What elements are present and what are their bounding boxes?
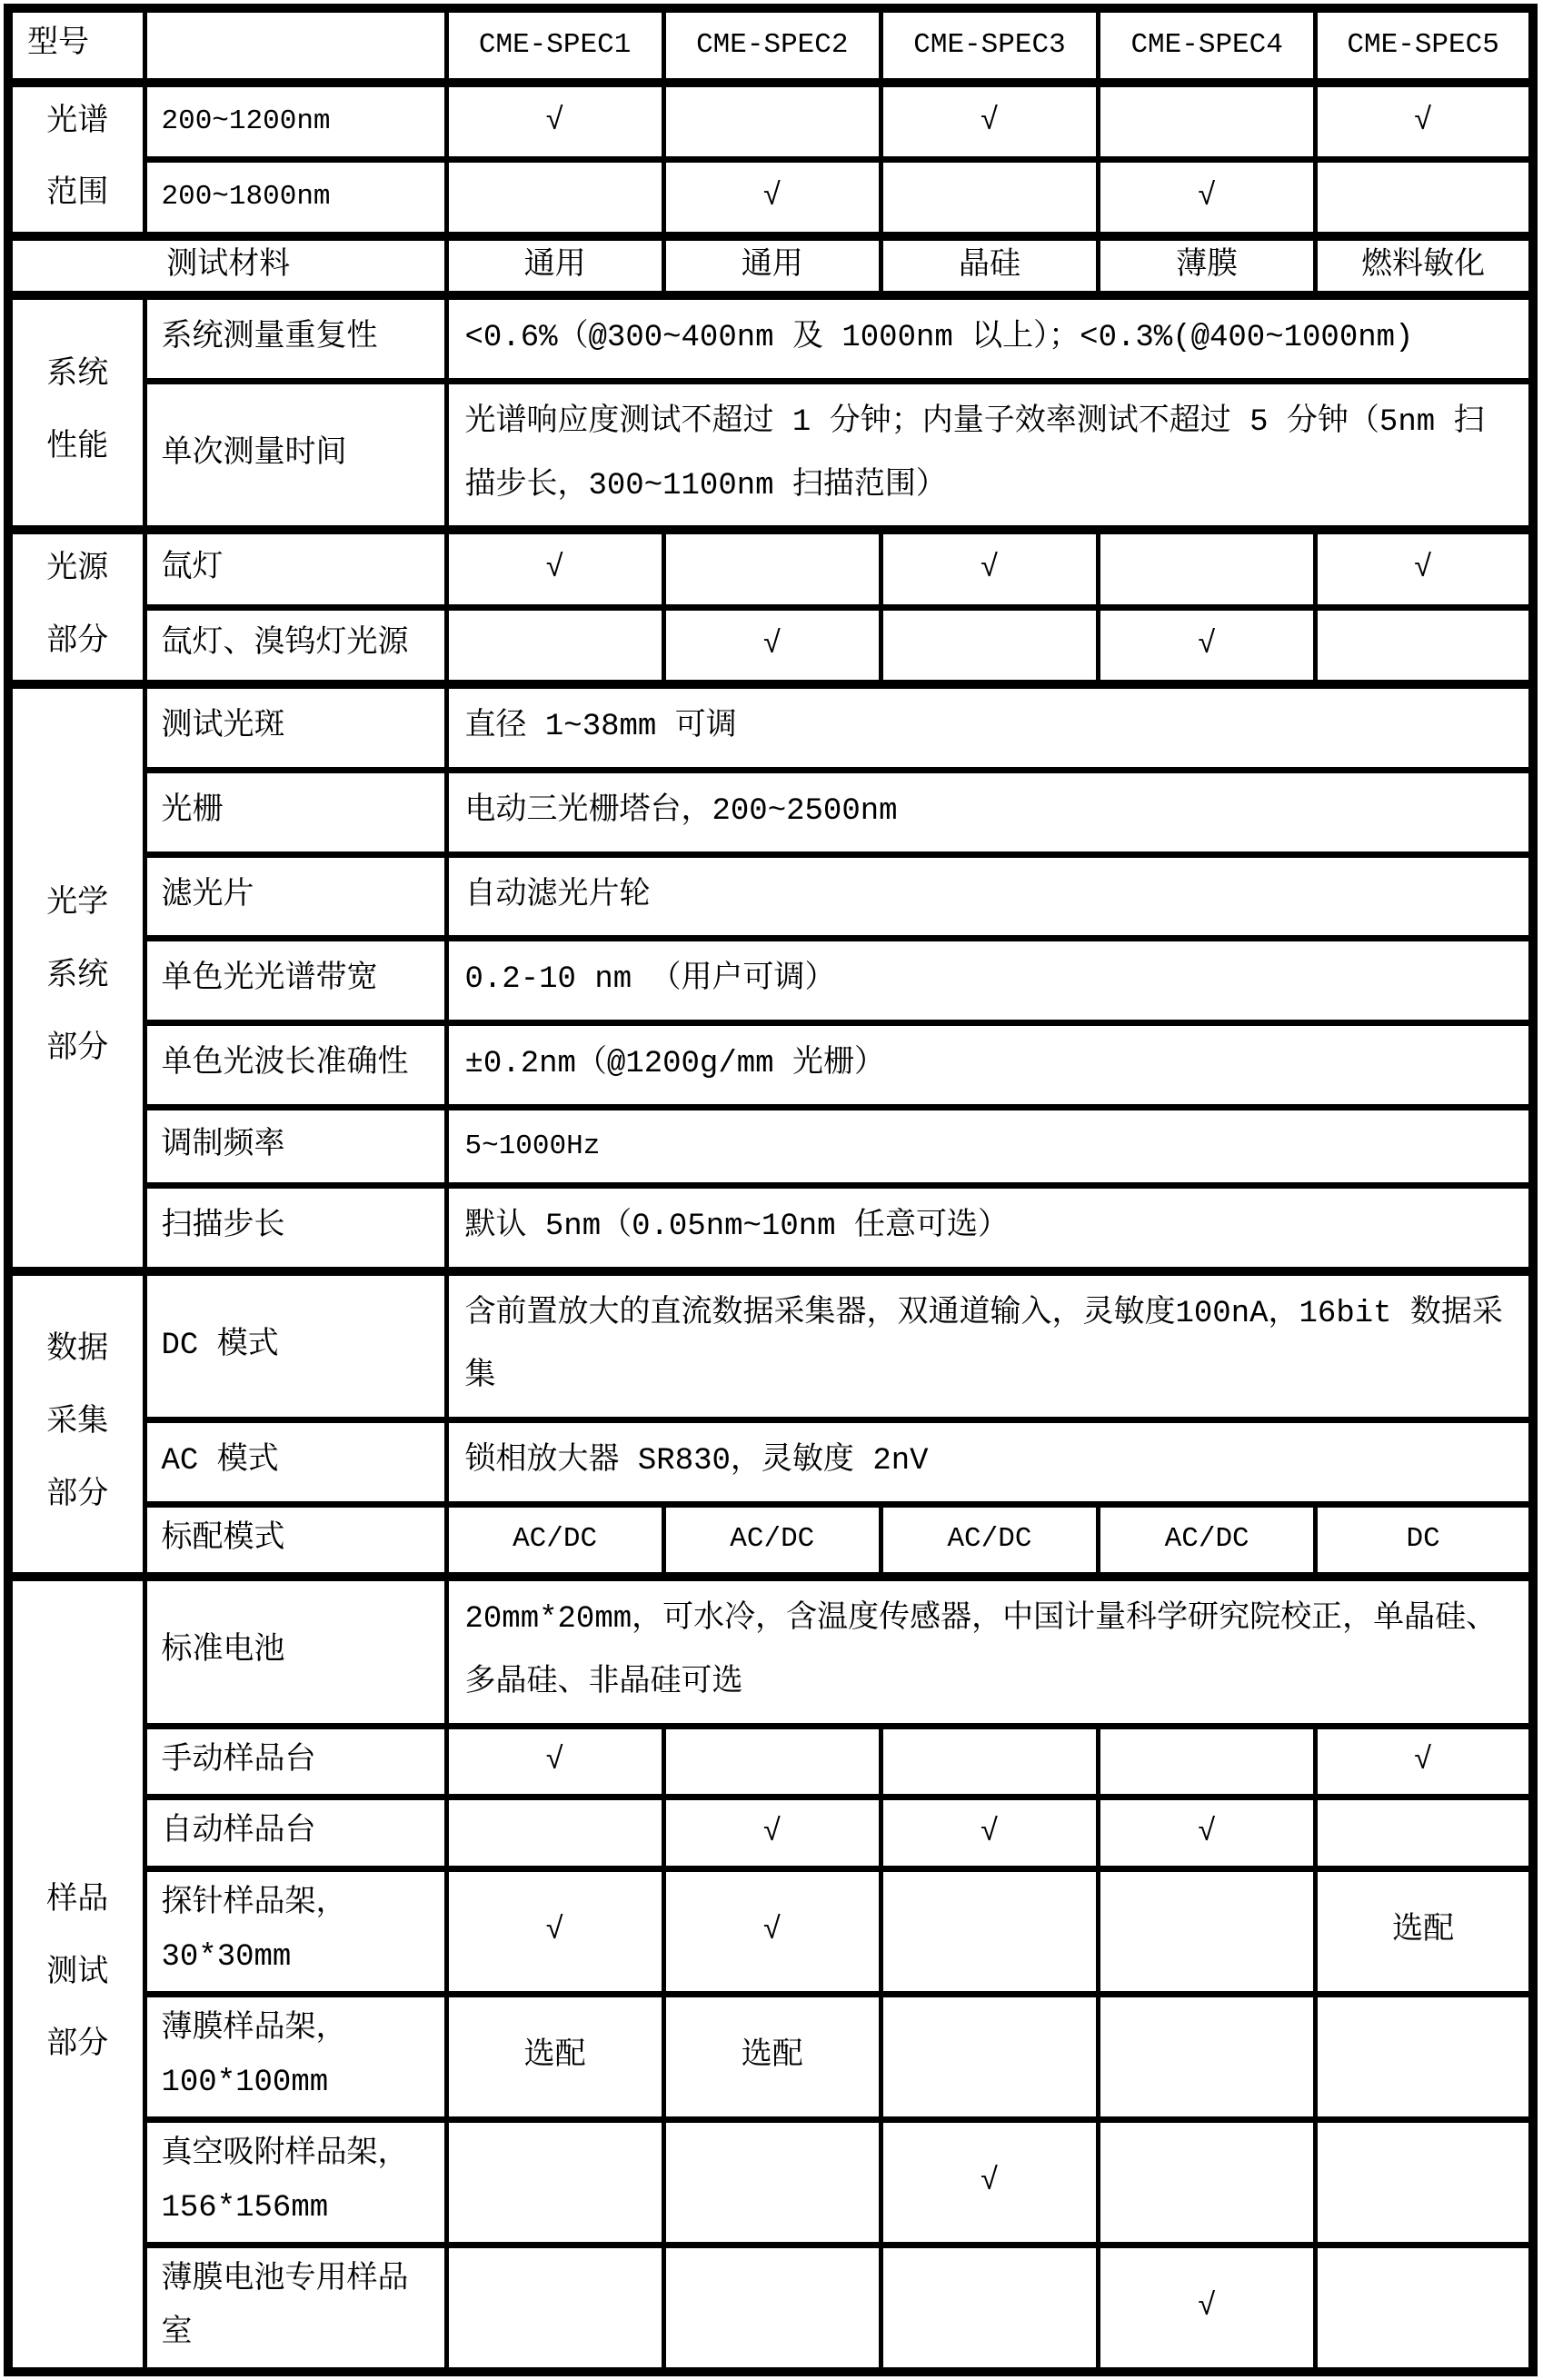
check-cell: √ (1316, 83, 1533, 160)
row-label: 自动样品台 (144, 1797, 446, 1869)
model-header-label: 型号 (8, 8, 144, 83)
value-cell: 5~1000Hz (446, 1107, 1533, 1186)
row-label: 滤光片 (144, 854, 446, 939)
row-label: 调制频率 (144, 1107, 446, 1186)
row-label: 200~1200nm (144, 83, 446, 160)
check-cell: 选配 (446, 1994, 663, 2119)
mode-cell: DC (1316, 1504, 1533, 1577)
row-label: 单色光光谱带宽 (144, 939, 446, 1023)
table-row (8, 1577, 1533, 1726)
check-cell (446, 2245, 663, 2372)
section-label-optical-system: 光学系统部分 (8, 684, 144, 1271)
check-cell: √ (663, 159, 881, 236)
value-cell: 含前置放大的直流数据采集器，双通道输入，灵敏度100nA，16bit 数据采集 (446, 1271, 1533, 1420)
check-cell: 选配 (663, 1994, 881, 2119)
check-cell (663, 2245, 881, 2372)
check-cell: 选配 (1316, 1868, 1533, 1994)
table-row (8, 2119, 1533, 2245)
check-cell: √ (446, 1868, 663, 1994)
section-label-light-source: 光源部分 (8, 530, 144, 684)
table-row (8, 1107, 1533, 1186)
section-label-data-acquisition: 数据采集部分 (8, 1271, 144, 1578)
value-cell: 0.2-10 nm （用户可调） (446, 939, 1533, 1023)
row-label: 薄膜样品架，100*100mm (144, 1994, 446, 2119)
row-label: 200~1800nm (144, 159, 446, 236)
check-cell (1099, 2119, 1316, 2245)
check-cell (1316, 607, 1533, 684)
table-row (8, 8, 1533, 83)
section-label-sample-test: 样品测试部分 (8, 1577, 144, 2371)
check-cell (881, 1868, 1098, 1994)
value-cell: ±0.2nm（@1200g/mm 光栅） (446, 1022, 1533, 1107)
mode-cell: AC/DC (446, 1504, 663, 1577)
check-cell: √ (663, 607, 881, 684)
mode-cell: AC/DC (1099, 1504, 1316, 1577)
check-cell: √ (446, 1726, 663, 1797)
check-cell (1316, 159, 1533, 236)
check-cell (663, 530, 881, 607)
table-row (8, 607, 1533, 684)
model-name: CME-SPEC4 (1099, 8, 1316, 83)
check-cell (663, 83, 881, 160)
model-name: CME-SPEC5 (1316, 8, 1533, 83)
row-label: 光栅 (144, 770, 446, 854)
row-label: 标配模式 (144, 1504, 446, 1577)
section-label-spectral-range: 光谱范围 (8, 83, 144, 237)
model-name: CME-SPEC1 (446, 8, 663, 83)
check-cell (1099, 1726, 1316, 1797)
table-row (8, 1994, 1533, 2119)
check-cell (1316, 1797, 1533, 1869)
table-row (8, 1186, 1533, 1271)
table-row (8, 1420, 1533, 1505)
spec-comparison-table (4, 4, 1538, 2376)
row-label: 系统测量重复性 (144, 295, 446, 381)
row-label: 真空吸附样品架，156*156mm (144, 2119, 446, 2245)
check-cell: √ (881, 2119, 1098, 2245)
row-label: 氙灯 (144, 530, 446, 607)
check-cell (1099, 83, 1316, 160)
value-cell: 直径 1~38mm 可调 (446, 684, 1533, 770)
material-cell: 薄膜 (1099, 236, 1316, 295)
row-label: 标准电池 (144, 1577, 446, 1726)
table-row (8, 1797, 1533, 1869)
row-label: 测试光斑 (144, 684, 446, 770)
check-cell (881, 159, 1098, 236)
check-cell (1316, 2119, 1533, 2245)
table-row (8, 854, 1533, 939)
row-label: 单次测量时间 (144, 381, 446, 530)
check-cell: √ (1099, 607, 1316, 684)
table-row (8, 1726, 1533, 1797)
check-cell (1316, 1994, 1533, 2119)
check-cell: √ (1099, 2245, 1316, 2372)
row-label-test-material: 测试材料 (8, 236, 446, 295)
row-label: AC 模式 (144, 1420, 446, 1505)
model-name: CME-SPEC3 (881, 8, 1098, 83)
mode-cell: AC/DC (881, 1504, 1098, 1577)
check-cell (446, 607, 663, 684)
table-row (8, 684, 1533, 770)
check-cell (1099, 530, 1316, 607)
row-label: 氙灯、溴钨灯光源 (144, 607, 446, 684)
section-label-system-performance: 系统性能 (8, 295, 144, 530)
row-label: 手动样品台 (144, 1726, 446, 1797)
material-cell: 通用 (663, 236, 881, 295)
check-cell (446, 159, 663, 236)
material-cell: 通用 (446, 236, 663, 295)
row-label: 薄膜电池专用样品室 (144, 2245, 446, 2372)
mode-cell: AC/DC (663, 1504, 881, 1577)
check-cell: √ (1099, 159, 1316, 236)
check-cell: √ (881, 83, 1098, 160)
check-cell (1316, 2245, 1533, 2372)
table-row (8, 770, 1533, 854)
check-cell (446, 1797, 663, 1869)
check-cell (881, 607, 1098, 684)
check-cell (881, 1726, 1098, 1797)
check-cell (1099, 1994, 1316, 2119)
value-cell: 20mm*20mm，可水冷，含温度传感器，中国计量科学研究院校正，单晶硅、多晶硅、非晶硅可选 (446, 1577, 1533, 1726)
check-cell (663, 2119, 881, 2245)
check-cell (1099, 1868, 1316, 1994)
check-cell (663, 1726, 881, 1797)
value-cell: 默认 5nm（0.05nm~10nm 任意可选） (446, 1186, 1533, 1271)
header-empty-cell (144, 8, 446, 83)
check-cell (881, 2245, 1098, 2372)
check-cell: √ (1316, 530, 1533, 607)
table-row (8, 1022, 1533, 1107)
value-cell: <0.6%（@300~400nm 及 1000nm 以上）；<0.3%(@400~1000nm) (446, 295, 1533, 381)
row-label: 单色光波长准确性 (144, 1022, 446, 1107)
table-row (8, 1271, 1533, 1420)
table-row (8, 295, 1533, 381)
table-row (8, 381, 1533, 530)
table-row (8, 83, 1533, 160)
check-cell: √ (1316, 1726, 1533, 1797)
check-cell: √ (446, 83, 663, 160)
table-row (8, 2245, 1533, 2372)
value-cell: 电动三光栅塔台，200~2500nm (446, 770, 1533, 854)
check-cell (446, 2119, 663, 2245)
row-label: 探针样品架，30*30mm (144, 1868, 446, 1994)
row-label: 扫描步长 (144, 1186, 446, 1271)
check-cell: √ (1099, 1797, 1316, 1869)
table-row (8, 236, 1533, 295)
table-row (8, 159, 1533, 236)
table-row (8, 530, 1533, 607)
value-cell: 自动滤光片轮 (446, 854, 1533, 939)
model-name: CME-SPEC2 (663, 8, 881, 83)
check-cell: √ (881, 530, 1098, 607)
check-cell (881, 1994, 1098, 2119)
check-cell: √ (663, 1797, 881, 1869)
value-cell: 光谱响应度测试不超过 1 分钟；内量子效率测试不超过 5 分钟（5nm 扫描步长，300~1100nm 扫描范围） (446, 381, 1533, 530)
row-label: DC 模式 (144, 1271, 446, 1420)
check-cell: √ (881, 1797, 1098, 1869)
table-row (8, 1868, 1533, 1994)
table-row (8, 939, 1533, 1023)
check-cell: √ (663, 1868, 881, 1994)
value-cell: 锁相放大器 SR830，灵敏度 2nV (446, 1420, 1533, 1505)
material-cell: 晶硅 (881, 236, 1098, 295)
material-cell: 燃料敏化 (1316, 236, 1533, 295)
check-cell: √ (446, 530, 663, 607)
table-row (8, 1504, 1533, 1577)
